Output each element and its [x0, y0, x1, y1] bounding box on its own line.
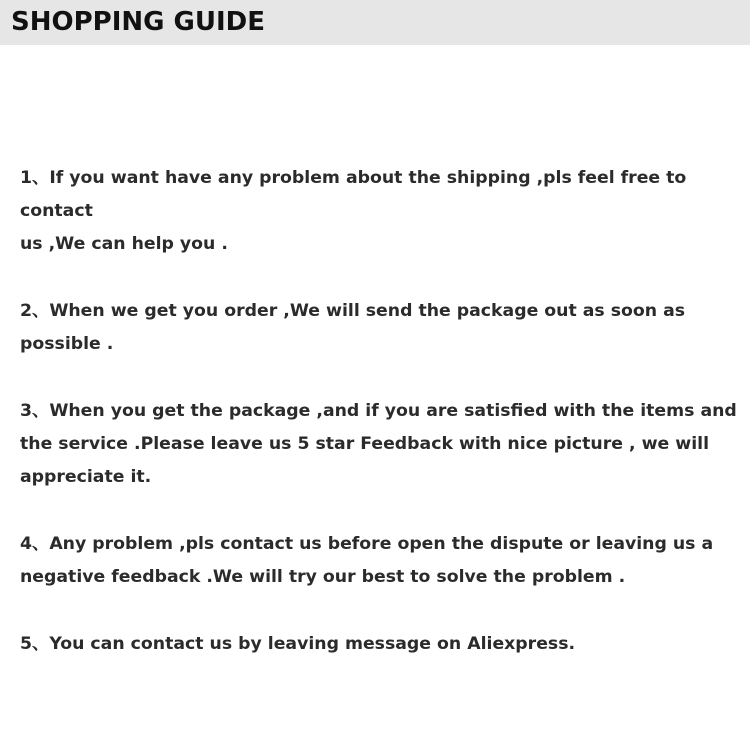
item-number: 2、 [20, 301, 50, 321]
item-text-line: When we get you order ,We will send the package out as soon as possible . [20, 301, 686, 354]
item-text-line: You can contact us by leaving message on Aliexpress. [49, 634, 576, 654]
item-text-line: When you get the package ,and if you are satisfied with the items and [49, 401, 737, 421]
item-text-line: the service .Please leave us 5 star Feedback with nice picture , we will [20, 434, 710, 454]
guide-item-3 [20, 395, 745, 494]
guide-item-1 [20, 162, 745, 261]
item-text-line: appreciate it. [20, 467, 152, 487]
page-title: SHOPPING GUIDE [11, 7, 265, 37]
item-text-line: Any problem ,pls contact us before open the dispute or leaving us a [49, 534, 714, 554]
item-text-line: If you want have any problem about the shipping ,pls feel free to contact [20, 168, 687, 221]
item-text-line: negative feedback .We will try our best to solve the problem . [20, 567, 626, 587]
item-number: 3、 [20, 401, 50, 421]
guide-item-4 [20, 528, 745, 594]
item-text-line: us ,We can help you . [20, 234, 228, 254]
guide-item-5 [20, 628, 745, 661]
item-number: 5、 [20, 634, 50, 654]
guide-list [20, 162, 745, 695]
item-number: 1、 [20, 168, 50, 188]
guide-item-2 [20, 295, 745, 361]
item-number: 4、 [20, 534, 50, 554]
header-bar [0, 0, 750, 45]
